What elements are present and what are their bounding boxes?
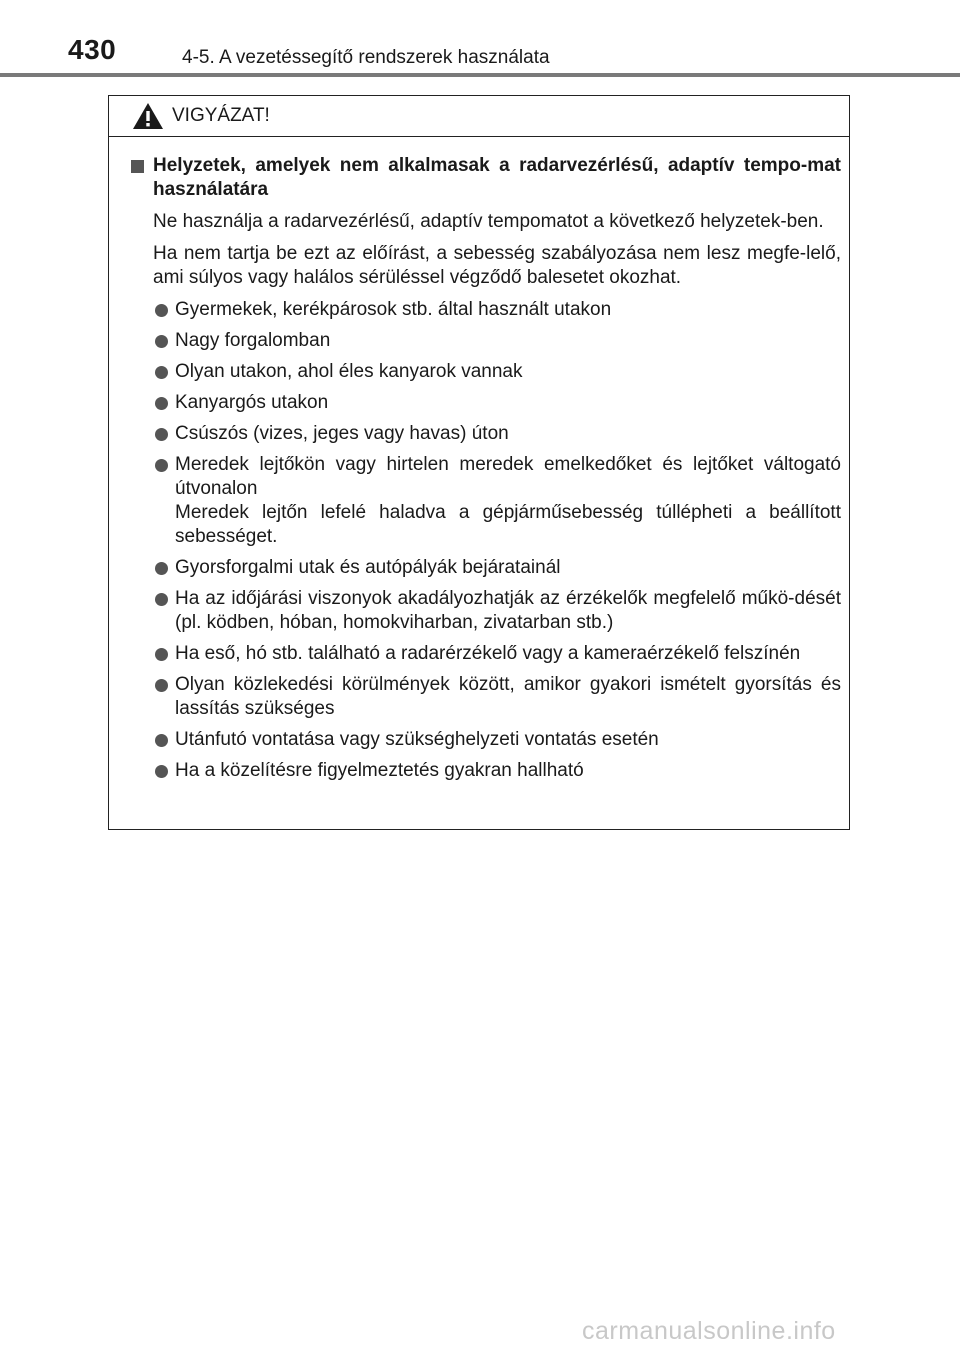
warning-paragraph: Ha nem tartja be ezt az előírást, a sebesség szabályozása nem lesz megfe-lelő, ami súlyos vagy halálos sérüléssel végződő balesetet okozhat. bbox=[153, 243, 841, 288]
list-item-text: Kanyargós utakon bbox=[175, 392, 329, 413]
warning-box bbox=[108, 95, 850, 830]
warning-triangle-icon bbox=[132, 102, 164, 130]
bullet-dot-icon bbox=[155, 593, 168, 606]
list-item-text: Ha az időjárási viszonyok akadályozhatják az érzékelők megfelelő műkö-dését (pl. ködben, hóban, homokviharban, zivatarban stb.) bbox=[175, 588, 841, 633]
list-item-text: Ha a közelítésre figyelmeztetés gyakran hallható bbox=[175, 760, 584, 781]
list-item bbox=[131, 556, 841, 580]
square-bullet-icon bbox=[131, 160, 144, 173]
list-item-text: Meredek lejtőkön vagy hirtelen meredek emelkedőket és lejtőket váltogató útvonalon bbox=[175, 454, 841, 499]
list-item-text: Gyermekek, kerékpárosok stb. által használt utakon bbox=[175, 299, 612, 320]
bullet-dot-icon bbox=[155, 562, 168, 575]
page-header bbox=[0, 0, 960, 80]
warning-header bbox=[109, 96, 849, 137]
bullet-dot-icon bbox=[155, 765, 168, 778]
warning-label: VIGYÁZAT! bbox=[172, 105, 270, 126]
bullet-dot-icon bbox=[155, 366, 168, 379]
list-item-text: Nagy forgalomban bbox=[175, 330, 331, 351]
warning-body bbox=[109, 137, 849, 783]
bullet-dot-icon bbox=[155, 679, 168, 692]
list-item-text: Olyan közlekedési körülmények között, amikor gyakori ismételt gyorsítás és lassítás szükséges bbox=[175, 674, 841, 719]
list-item bbox=[131, 759, 841, 783]
list-item bbox=[131, 422, 841, 446]
list-item bbox=[131, 587, 841, 635]
section-title: 4-5. A vezetéssegítő rendszerek használata bbox=[182, 47, 550, 68]
list-item bbox=[131, 728, 841, 752]
bullet-dot-icon bbox=[155, 648, 168, 661]
bullet-dot-icon bbox=[155, 428, 168, 441]
list-item-text: Ha eső, hó stb. található a radarérzékelő vagy a kameraérzékelő felszínén bbox=[175, 643, 801, 664]
list-item bbox=[131, 329, 841, 353]
list-item-text: Gyorsforgalmi utak és autópályák bejáratainál bbox=[175, 557, 561, 578]
list-item bbox=[131, 391, 841, 415]
bullet-dot-icon bbox=[155, 335, 168, 348]
list-item-text: Utánfutó vontatása vagy szükséghelyzeti vontatás esetén bbox=[175, 729, 659, 750]
warning-heading bbox=[131, 154, 841, 202]
warning-paragraph: Ne használja a radarvezérlésű, adaptív tempomatot a következő helyzetek-ben. bbox=[153, 211, 824, 232]
bullet-dot-icon bbox=[155, 459, 168, 472]
warning-heading-text: Helyzetek, amelyek nem alkalmasak a radarvezérlésű, adaptív tempo-mat használatára bbox=[153, 155, 841, 200]
page-number: 430 bbox=[68, 34, 117, 65]
list-item bbox=[131, 642, 841, 666]
list-item-note: Meredek lejtőn lefelé haladva a gépjárműsebesség túllépheti a beállított sebességet. bbox=[175, 502, 841, 547]
bullet-dot-icon bbox=[155, 734, 168, 747]
list-item bbox=[131, 673, 841, 721]
bullet-dot-icon bbox=[155, 397, 168, 410]
list-item-text: Olyan utakon, ahol éles kanyarok vannak bbox=[175, 361, 523, 382]
list-item-text: Csúszós (vizes, jeges vagy havas) úton bbox=[175, 423, 509, 444]
header-divider bbox=[0, 73, 960, 77]
list-item bbox=[131, 453, 841, 549]
list-item bbox=[131, 360, 841, 384]
bullet-dot-icon bbox=[155, 304, 168, 317]
list-item bbox=[131, 298, 841, 322]
watermark: carmanualsonline.info bbox=[582, 1317, 836, 1345]
